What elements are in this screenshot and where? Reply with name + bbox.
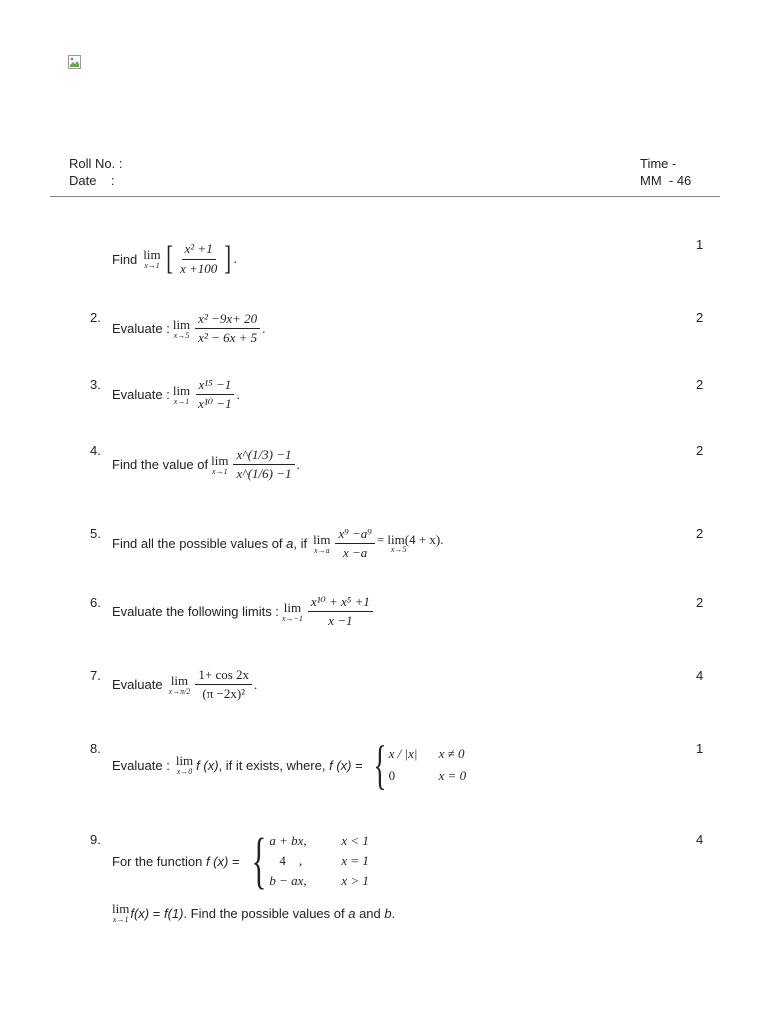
lim-text: lim [172, 382, 191, 398]
q9-tail-b: b [384, 905, 392, 921]
q3-number: 3. [90, 377, 101, 392]
q9-tail-text: . Find the possible values of [183, 905, 345, 921]
q2-prefix: Evaluate : [112, 321, 170, 337]
case-condition: x < 1 [341, 833, 369, 848]
case-condition: x ≠ 0 [438, 746, 465, 761]
q5-var: a [286, 536, 294, 552]
broken-image-icon [68, 55, 82, 69]
question-4 [112, 448, 300, 482]
date-label: Date : [69, 173, 115, 188]
q4-limit [211, 454, 228, 476]
case-condition: x = 1 [341, 853, 369, 868]
q9-continuation [112, 902, 395, 924]
q6-limit [282, 601, 303, 623]
q1-fraction [177, 242, 220, 276]
lim-subscript: x→a [314, 545, 330, 555]
header-divider [50, 196, 720, 197]
lim-text: lim [283, 599, 302, 615]
right-bracket: ] [224, 240, 232, 277]
roll-number-label: Roll No. : [69, 156, 123, 171]
q2-number: 2. [90, 310, 101, 325]
q9-case-2 [269, 853, 369, 869]
lim-subscript: x→0 [176, 767, 193, 776]
lim-text: lim [112, 901, 130, 916]
time-label: Time - [640, 156, 677, 171]
lim-text: lim [175, 753, 194, 768]
q8-limit [176, 754, 193, 776]
q7-prefix: Evaluate [112, 677, 163, 693]
q6-prefix: Evaluate the following limits : [112, 604, 279, 620]
q9-tail-eq: = [149, 905, 164, 921]
lim-subscript: x→1 [144, 261, 160, 270]
q9-fx: f (x) [205, 853, 229, 869]
period: . [236, 386, 240, 402]
q5-fraction [335, 527, 374, 561]
numerator: x² −9x+ 20 [195, 312, 260, 329]
lim-subscript: x→1 [212, 466, 228, 476]
q7-number: 7. [90, 668, 101, 683]
case-condition: x > 1 [341, 873, 369, 888]
case-expression: a + bx, [269, 833, 307, 848]
q8-fx2: f (x) [329, 757, 352, 773]
q1-marks: 1 [696, 237, 704, 252]
case-expression: 0 [388, 768, 396, 783]
q2-marks: 2 [696, 310, 704, 325]
q9-tail-limit [112, 902, 129, 924]
q9-tail-fx: f(x) [130, 905, 150, 921]
question-9 [112, 827, 369, 895]
q9-number: 9. [90, 832, 101, 847]
rhs-text: = lim(4 + x). [376, 532, 444, 548]
period: . [296, 456, 300, 472]
denominator: x +100 [179, 260, 218, 276]
q9-case-1 [269, 833, 369, 849]
q8-fx: f (x) [196, 757, 219, 773]
q8-case-1 [389, 746, 467, 762]
q1-prefix: Find [112, 251, 138, 267]
numerator: 1+ cos 2x [195, 668, 252, 685]
q8-eq: = [355, 757, 363, 773]
q7-marks: 4 [696, 668, 704, 683]
lim-text: lim [172, 316, 191, 332]
q9-prefix: For the function [112, 853, 203, 869]
q8-number: 8. [90, 741, 101, 756]
question-5 [112, 527, 444, 561]
denominator: x −1 [328, 613, 353, 629]
lim-text: lim [211, 452, 229, 468]
numerator: x^(1/3) −1 [233, 448, 294, 465]
q2-fraction [195, 312, 260, 346]
q8-piecewise [367, 735, 467, 795]
denominator: (π −2x)² [202, 686, 246, 702]
question-7 [112, 668, 257, 702]
period: . [254, 676, 258, 692]
left-brace: { [373, 735, 387, 795]
q9-marks: 4 [696, 832, 704, 847]
denominator: x −a [343, 545, 368, 561]
q5-prefix: Find all the possible values of [112, 536, 283, 552]
q8-prefix: Evaluate : [112, 757, 170, 773]
lim-subscript: x→1 [112, 915, 129, 924]
q5-limit [313, 533, 330, 555]
numerator: x² +1 [182, 242, 216, 259]
case-expression: x / |x| [388, 746, 418, 761]
lim-subscript: x→π/2 [168, 686, 191, 696]
q6-fraction [308, 595, 373, 629]
question-6 [112, 595, 375, 629]
denominator: x^(1/6) −1 [236, 466, 292, 482]
q3-marks: 2 [696, 377, 704, 392]
q9-tail-a: a [348, 905, 356, 921]
case-expression: 4 , [279, 853, 303, 868]
denominator: x¹⁰ −1 [198, 396, 232, 412]
q6-number: 6. [90, 595, 101, 610]
left-bracket: [ [165, 240, 173, 277]
lim-text: lim [143, 247, 161, 262]
q5-number: 5. [90, 526, 101, 541]
q3-fraction [195, 378, 234, 412]
question-3 [112, 378, 240, 412]
q5-prefix2: , if [293, 536, 308, 552]
period: . [233, 251, 237, 266]
q8-mid: , if it exists, where, [218, 757, 326, 773]
q9-cases [269, 833, 369, 889]
left-brace: { [251, 827, 266, 895]
q9-case-3 [269, 873, 369, 889]
lim-text: lim [313, 531, 331, 547]
question-1 [112, 242, 237, 276]
q4-prefix: Find the value of [112, 457, 209, 473]
lim-text: lim [170, 672, 189, 688]
denominator: x² − 6x + 5 [198, 330, 258, 346]
lim-subscript: x→5 [173, 330, 190, 340]
period: . [262, 320, 266, 336]
q3-limit [173, 384, 190, 406]
lim-subscript: x→1 [173, 396, 190, 406]
q7-fraction [195, 668, 252, 702]
q9-piecewise [244, 827, 369, 895]
rhs-subscript: x→5 [390, 545, 407, 555]
q1-limit [143, 248, 160, 270]
numerator: x¹⁵ −1 [196, 378, 235, 395]
q2-limit [173, 318, 190, 340]
q4-fraction [233, 448, 294, 482]
question-8 [112, 735, 467, 795]
q4-number: 4. [90, 443, 101, 458]
q9-tail-and: and [355, 905, 385, 921]
question-2 [112, 312, 265, 346]
q9-tail-end: . [391, 905, 396, 921]
q7-limit [169, 674, 191, 696]
q8-case-2 [389, 768, 467, 784]
case-expression: b − ax, [269, 873, 307, 888]
q5-rhs [377, 533, 444, 554]
q9-tail-f1: f(1) [163, 905, 184, 921]
max-marks-label: MM - 46 [640, 173, 692, 188]
q8-cases [389, 746, 467, 784]
numerator: x⁹ −a⁹ [335, 527, 374, 544]
q8-marks: 1 [696, 741, 704, 756]
q9-eq: = [231, 853, 240, 869]
q3-prefix: Evaluate : [112, 387, 170, 403]
q6-marks: 2 [696, 595, 704, 610]
q4-marks: 2 [696, 443, 704, 458]
numerator: x¹⁰ + x⁵ +1 [308, 595, 373, 612]
case-condition: x = 0 [438, 768, 467, 783]
q5-marks: 2 [696, 526, 704, 541]
lim-subscript: x→−1 [281, 613, 303, 623]
